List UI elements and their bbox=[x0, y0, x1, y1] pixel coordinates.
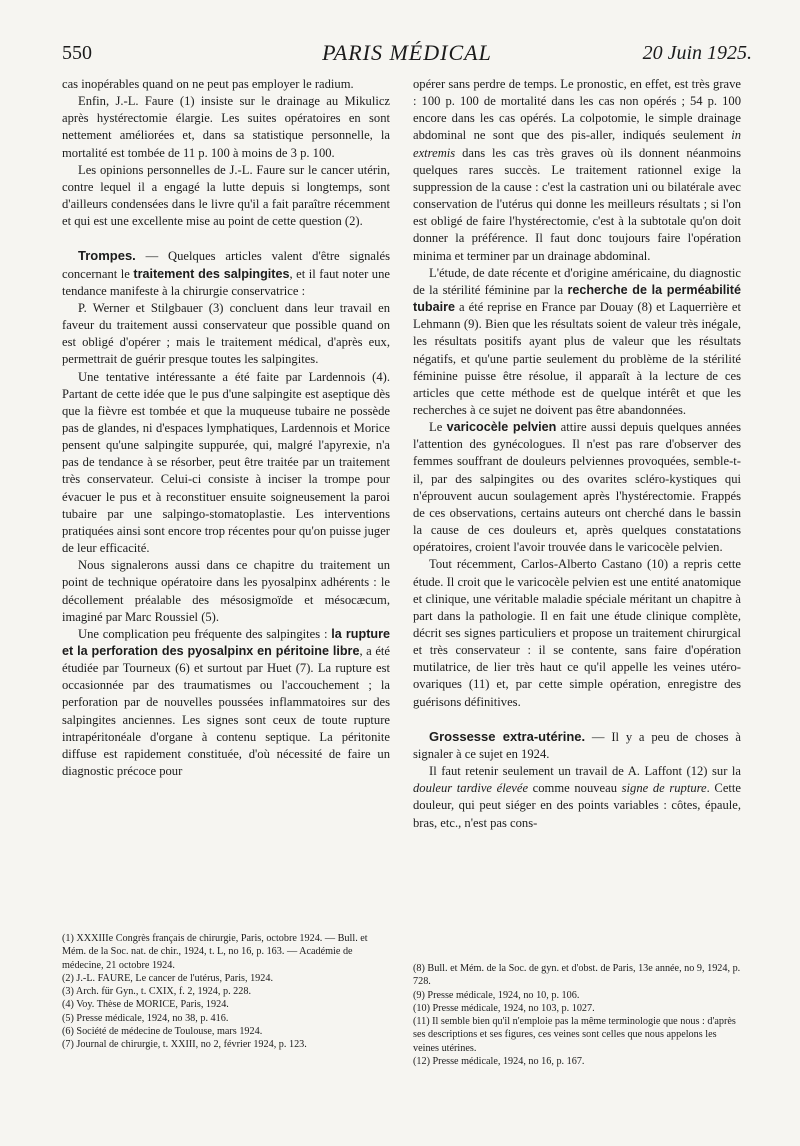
text-run: , a été étudiée par Tourneux (6) et surtout par Huet (7). La rupture est occasionnée par des traumatismes ou l'accouchement ; la perforation par de nouvelles poussées inflammatoires sur des salpingites anciennes. Les signes sont ceux de toute rupture intrapéritonéale d'organe à contenu septique. La péritonite diffuse est rapidement constituée, d'où nécessité de faire un diagnostic précoce pour bbox=[62, 644, 390, 779]
text-run: — Il y a peu de choses à signaler à ce sujet en 1924. bbox=[413, 729, 741, 761]
text-run: L'étude, de date récente et d'origine américaine, du diagnostic de la stérilité féminine par la bbox=[413, 265, 741, 297]
paragraph: Nous signalerons aussi dans ce chapitre du traitement un point de technique opératoire dans les pyosalpinx adhérents : le décollement préalable des mésosigmoïde et mésocæcum, imaginé par Marc Roussiel (5). bbox=[62, 558, 390, 624]
right-column bbox=[413, 76, 741, 832]
bold-run: varicocèle pelvien bbox=[446, 420, 557, 435]
footnote: (8) Bull. et Mém. de la Soc. de gyn. et d'obst. de Paris, 13e année, no 9, 1924, p. 728. bbox=[413, 963, 741, 988]
paragraph bbox=[413, 265, 741, 419]
section-heading-grossesse: Grossesse extra-utérine. bbox=[429, 728, 586, 744]
text-run: , et il faut noter une tendance manifeste à la chirurgie conservatrice : bbox=[62, 266, 390, 298]
footnote: (11) Il semble bien qu'il n'emploie pas la même terminologie que nous : d'après ses descriptions et ses figures, ces veines sont celles que nous appelons les veines utérines. bbox=[413, 1016, 736, 1054]
footnote: (3) Arch. für Gyn., t. CXIX, f. 2, 1924, p. 228. bbox=[62, 986, 252, 998]
paragraph bbox=[62, 626, 390, 780]
page-number: 550 bbox=[62, 42, 92, 64]
paragraph: cas inopérables quand on ne peut pas employer le radium. bbox=[62, 77, 354, 91]
paragraph: Les opinions personnelles de J.-L. Faure sur le cancer utérin, contre lequel il a engagé la lutte depuis si longtemps, sont d'ailleurs condensées dans le livre qu'il a fait paraître récemment et qui est une excellente mise au point de cette question (2). bbox=[62, 162, 390, 229]
text-run: Une complication peu fréquente des salpingites : bbox=[78, 626, 332, 641]
paragraph bbox=[413, 76, 741, 265]
italic-run: signe de rupture bbox=[621, 781, 707, 796]
paragraph bbox=[413, 763, 741, 832]
paragraph bbox=[413, 419, 741, 556]
section-heading-trompes: Trompes. bbox=[78, 248, 136, 264]
paragraph: Une tentative intéressante a été faite par Lardennois (4). Partant de cette idée que le pus d'une salpingite est aseptique dès que la fièvre est tombée et que la muqueuse tubaire ne possède pas de glandes, ni d'espaces lymphatiques, Lardennois et Morice pensent qu'une salpingite suppurée, qui, malgré l'apyrexie, n'a pas de tendance à se résorber, peut être traitée par un traitement très conservateur. Celui-ci consiste à inciser la trompe pour évacuer le pus et à reconstituer ensuite soigneusement la paroi tubaire par une salpingo-stomatoplastie. Les interventions pratiquées ainsi sont encore trop récentes pour qu'on puisse juger de leur efficacité. bbox=[62, 369, 390, 556]
italic-run: douleur tardive élevée bbox=[413, 781, 529, 796]
footnote: (12) Presse médicale, 1924, no 16, p. 167. bbox=[413, 1056, 585, 1068]
section-paragraph-trompes bbox=[62, 247, 390, 299]
footnote: (4) Voy. Thèse de MORICE, Paris, 1924. bbox=[62, 999, 229, 1011]
footnote: (2) J.-L. FAURE, Le cancer de l'utérus, Paris, 1924. bbox=[62, 972, 274, 984]
left-column bbox=[62, 76, 390, 780]
journal-title: PARIS MÉDICAL bbox=[322, 40, 492, 65]
italic-run: in extremis bbox=[413, 128, 741, 160]
text-run: — Quelques articles valent d'être signalés concernant le bbox=[62, 249, 390, 281]
text-run: Il faut retenir seulement un travail de A. Laffont (12) sur la bbox=[429, 764, 741, 779]
bold-run: traitement des salpingites bbox=[133, 266, 290, 281]
paragraph: Enfin, J.-L. Faure (1) insiste sur le drainage au Mikulicz après hystérectomie élargie. Les suites opératoires en sont nettement améliorées et, dans sa statistique personnelle, la mortalité est tombée de 11 p. 100 à moins de 3 p. 100. bbox=[62, 94, 390, 160]
footnote: (10) Presse médicale, 1924, no 103, p. 1027. bbox=[413, 1002, 595, 1014]
footnote: (1) XXXIIIe Congrès français de chirurgie, Paris, octobre 1924. — Bull. et Mém. de la Soc. nat. de chir., 1924, t. L, no 16, p. 163. — Académie de médecine, 21 octobre 1924. bbox=[62, 933, 368, 971]
text-run: a été reprise en France par Douay (8) et Laquerrière et Lehmann (9). Bien que les résultats soient de valeur très inégale, les résultats positifs ayant plus de valeur que les résultats négatifs, et qu'une partie seulement du problème de la stérilité féminine puisse être résolue, il apparaît à la lecture de ces articles que cette méthode est de quelque intérêt et que les recherches à ce sujet ne doivent pas être abandonnées. bbox=[413, 300, 741, 417]
bold-run: la rupture et la perforation des pyosalpinx en péritoine libre bbox=[62, 626, 390, 658]
text-run: attire aussi depuis quelques années l'attention des gynécologues. Il n'est pas rare d'observer des femmes souffrant de douleurs pelviennes provoquées, semble-t-il, par des salpingites ou des ovarites scléro-kystiques qui n'éprouvent aucun soulagement après l'hystérectomie. Frappés de ces observations, certains auteurs ont cherché dans le bassin la cause de ces douleurs et, après quelques constatations opératoires, croient l'avoir trouvée dans le varicocèle pelvien. bbox=[413, 420, 741, 555]
section-paragraph-grossesse bbox=[413, 728, 741, 763]
footnote: (7) Journal de chirurgie, t. XXIII, no 2, février 1924, p. 123. bbox=[62, 1039, 307, 1051]
footnotes-left bbox=[62, 932, 390, 1052]
footnote: (6) Société de médecine de Toulouse, mars 1924. bbox=[62, 1026, 263, 1038]
paragraph: P. Werner et Stilgbauer (3) concluent dans leur travail en faveur du traitement aussi conservateur que possible quand on est obligé d'opérer ; mais le traitement médical, d'après eux, permettrait de guérir presque toutes les salpingites. bbox=[62, 300, 390, 367]
footnotes-right bbox=[413, 962, 741, 1068]
text-run: dans les cas très graves où ils donnent néanmoins quelques rares succès. Le traitement rationnel exige la suppression de la cause : c'est la castration uni ou bilatérale avec conservation de l'utérus qui donne les meilleurs résultats ; si l'on est obligé de faire l'hystérectomie, c'est à la subtotale qu'on doit donner la préférence. Il faut donc toujours faire l'opération minima et terminer par un drainage abdominal. bbox=[413, 145, 741, 263]
page-header bbox=[62, 40, 752, 74]
text-run: Le bbox=[429, 420, 447, 435]
footnote: (5) Presse médicale, 1924, no 38, p. 416. bbox=[62, 1012, 229, 1024]
issue-date: 20 Juin 1925. bbox=[642, 42, 752, 64]
paragraph: Tout récemment, Carlos-Alberto Castano (10) a repris cette étude. Il croit que le varicocèle pelvien est une entité anatomique et clinique, une véritable maladie spéciale méritant un chapitre à part dans la pathologie. Il en fait une étude clinique complète, décrit ses signes particuliers et propose un traitement chirurgical et très conservateur : il se contente, sans faire d'opération mutilatrice, de lier très haut ce qu'il appelle les veines utéro-ovariques (11) et, par cette simple opération, enregistre des guérisons définitives. bbox=[413, 557, 741, 709]
text-run: opérer sans perdre de temps. Le pronostic, en effet, est très grave : 100 p. 100 de mortalité dans les cas non opérés ; 54 p. 100 encore dans les cas opérés. La colpotomie, le simple drainage abdominal ne sont que des pis-aller, indiqués seulement bbox=[413, 77, 741, 143]
bold-run: recherche de la perméabilité tubaire bbox=[413, 282, 741, 315]
text-run: comme nouveau bbox=[528, 781, 622, 796]
footnote: (9) Presse médicale, 1924, no 10, p. 106. bbox=[413, 989, 580, 1001]
text-run: . Cette douleur, qui peut siéger en des points variables : côtes, épaule, bras, etc., n'est pas cons- bbox=[413, 781, 741, 830]
